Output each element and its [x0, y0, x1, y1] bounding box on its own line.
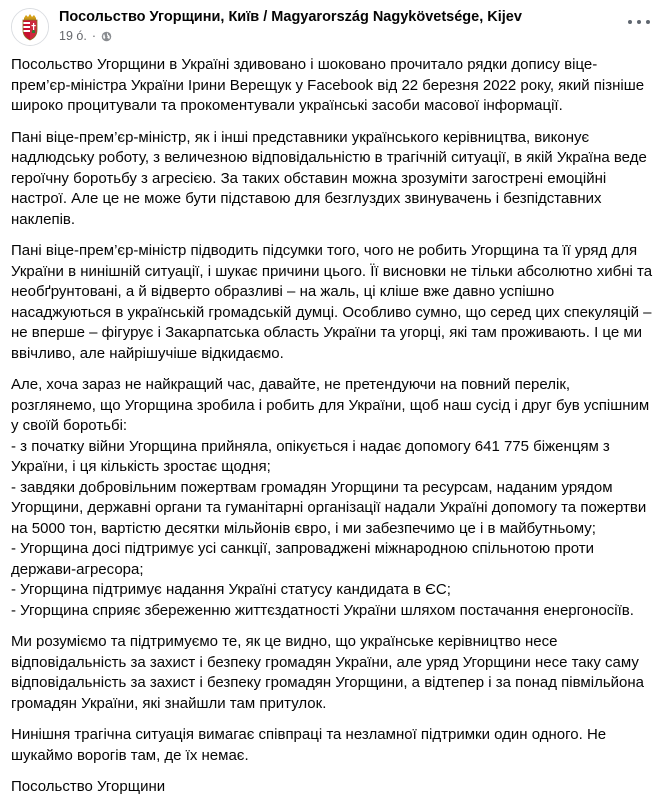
post-body	[11, 55, 656, 809]
post-paragraph: Посольство Угорщини в Україні здивовано і шоковано прочитало рядки допису віце-прем’єр-міністра України Ірини Верещук у Facebook від 22 березня 2022 року, який пізніше широко процитували та прокоментували українські засоби масової інформації.	[11, 56, 645, 114]
meta-separator: ·	[91, 29, 96, 43]
post-signature: Посольство Угорщини	[11, 778, 166, 795]
more-options-button[interactable]	[625, 12, 653, 32]
post-paragraph: Нинішня трагічна ситуація вимагає співпраці та незламної підтримки один одного. Не шукаймо ворогів там, де їх немає.	[11, 726, 607, 764]
post-paragraph: Ми розуміємо та підтримуємо те, як це видно, що українське керівництво несе відповідальність за захист і безпеку громадян України, але уряд Угорщини несе таку саму відповідальність за захист і безпеку громадян Угорщини, а відтепер і за понад півмільйона громадян України, які знайшли там притулок.	[11, 633, 644, 712]
post-paragraph: Пані віце-прем’єр-міністр, як і інші представники українського керівництва, виконує надлюдську роботу, з величезною відповідальністю в трагічній ситуації, в якій Україна веде героїчну боротьбу з агресією. За таких обставин можна зрозуміти загострені емоційні настрої. Але це не може бути підставою для безглуздих звинувачень і безпідставних наклепів.	[11, 128, 647, 228]
more-options-dot	[637, 20, 641, 24]
post-header	[0, 0, 667, 50]
more-options-dot	[646, 20, 650, 24]
post-paragraph: Але, хоча зараз не найкращий час, давайте, не претендуючи на повний перелік, розглянемо, що Угорщина зробила і робить для України, щоб наш сусід і друг був успішним у своїй боротьбі: - з початку війни Угорщина прийняла, опікується і надає допомогу 641 775 біженцям з України, і ця кількість зростає щодня; - завдяки добровільним пожертвам громадян Угорщини та ресурсам, наданим урядом Угорщини, державні органи та гуманітарні організації надали Україні допомогу та пожертви на 5000 тон, вартістю десятки мільйонів євро, і ми забезпечимо це і в майбутньому; - Угорщина досі підтримує усі санкції, запроваджені міжнародною спільнотою проти держави-агресора; - Угорщина підтримує надання Україні статусу кандидата в ЄС; - Угорщина сприяє збереженню життєздатності України шляхом постачання енергоносіїв.	[11, 376, 650, 619]
page-name-link[interactable]: Посольство Угорщини, Київ / Magyarország Nagykövetsége, Kijev	[59, 9, 522, 25]
globe-icon[interactable]	[101, 31, 112, 42]
hungary-coat-of-arms-icon	[12, 9, 48, 45]
post-paragraph: Пані віце-прем’єр-міністр підводить підсумки того, чого не робить Угорщина та її уряд для України в нинішній ситуації, і шукає причини цього. Її висновки не тільки абсолютно хибні та необґрунтовані, а й відверто образливі – на жаль, ці кліше вже давно успішно насаджуються в українській громадській думці. Особливо сумно, що серед цих спекуляцій – не вперше – фігурує і Закарпатська область України та угорці, які там проживають. І це ми ввічливо, але найрішучіше відкидаємо.	[11, 242, 653, 362]
post-timestamp[interactable]: 19 ó.	[59, 29, 87, 43]
more-options-icon	[628, 20, 632, 24]
page-avatar[interactable]	[11, 8, 49, 46]
post-meta	[59, 29, 112, 43]
